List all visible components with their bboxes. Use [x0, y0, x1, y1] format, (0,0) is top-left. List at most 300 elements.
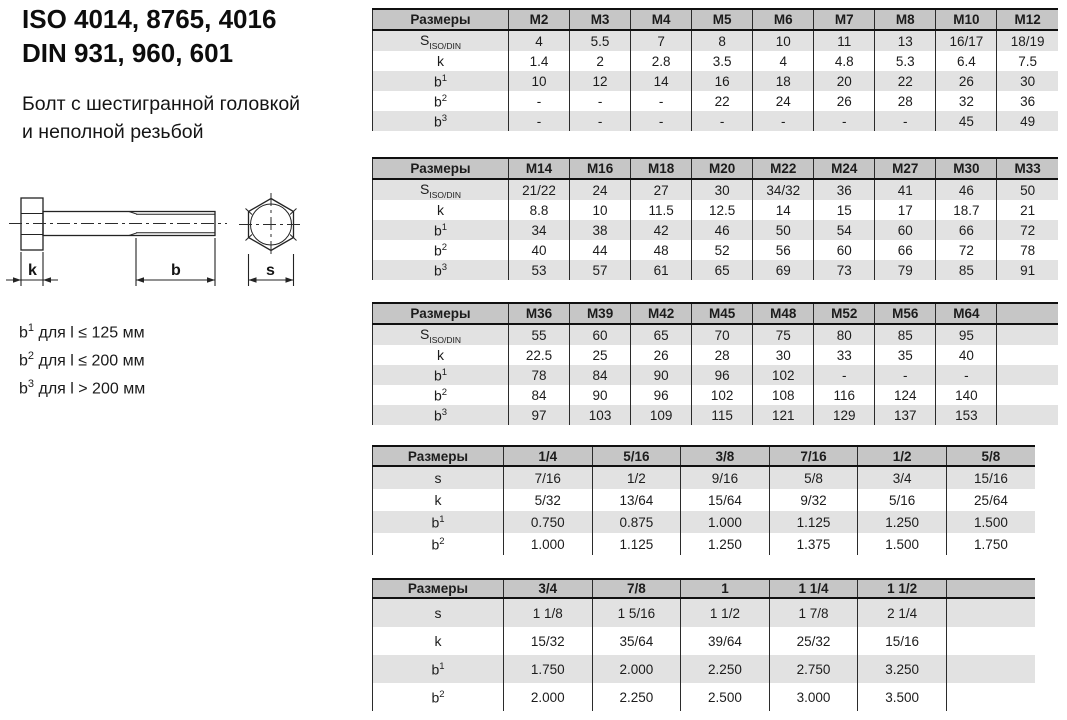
dimension-k: [6, 252, 58, 286]
value-cell: 65: [692, 260, 753, 280]
table-row: [373, 683, 1036, 711]
table-row: [373, 91, 1059, 111]
value-cell: 40: [509, 240, 570, 260]
value-cell: -: [692, 111, 753, 131]
table-row: [373, 365, 1059, 385]
value-cell: 35/64: [592, 627, 681, 655]
value-cell: 40: [936, 345, 997, 365]
value-cell: 78: [509, 365, 570, 385]
value-cell: 1 1/2: [681, 598, 770, 627]
value-cell: 12.5: [692, 200, 753, 220]
row-label: [373, 405, 509, 425]
row-label: [373, 385, 509, 405]
value-cell: 103: [570, 405, 631, 425]
note-base: b: [19, 324, 28, 342]
size-column-header: M39: [570, 303, 631, 324]
thread-length-notes: [19, 317, 145, 400]
size-column-header: 1: [681, 579, 770, 598]
value-cell: 85: [875, 324, 936, 345]
value-cell: 21/22: [509, 179, 570, 200]
value-cell: 85: [936, 260, 997, 280]
title-iso-line: ISO 4014, 8765, 4016: [22, 4, 277, 34]
value-cell: [946, 655, 1035, 683]
value-cell: 26: [936, 71, 997, 91]
bolt-drawing-svg: [3, 186, 333, 304]
row-label-base: S: [420, 31, 430, 48]
value-cell: 60: [814, 240, 875, 260]
value-cell: 1.125: [592, 533, 681, 555]
value-cell: 102: [753, 365, 814, 385]
table-row: [373, 71, 1059, 91]
value-cell: 5/32: [504, 489, 593, 511]
value-cell: 16: [692, 71, 753, 91]
value-cell: 1.000: [504, 533, 593, 555]
size-column-header: M45: [692, 303, 753, 324]
row-label-column-header: Размеры: [373, 158, 509, 179]
value-cell: 1.750: [946, 533, 1035, 555]
table-row: [373, 655, 1036, 683]
value-cell: 153: [936, 405, 997, 425]
arrowhead: [207, 277, 215, 282]
note-sup: 3: [27, 377, 35, 390]
row-label-superscript: 1: [439, 660, 445, 672]
row-label: [373, 51, 509, 71]
size-column-header: M7: [814, 9, 875, 30]
row-label: [373, 240, 509, 260]
document-title: [22, 2, 276, 70]
row-label-base: b: [431, 514, 440, 531]
row-label-subscript: ISO/DIN: [429, 334, 461, 345]
size-column-header: 1 1/4: [769, 579, 858, 598]
value-cell: 4: [753, 51, 814, 71]
value-cell: 1.4: [509, 51, 570, 71]
row-label: [373, 91, 509, 111]
value-cell: 38: [570, 220, 631, 240]
value-cell: [997, 385, 1058, 405]
row-label-superscript: 2: [441, 92, 448, 104]
size-column-header: 5/8: [946, 446, 1035, 466]
size-column-header: M24: [814, 158, 875, 179]
value-cell: 22: [875, 71, 936, 91]
size-column-header: 7/8: [592, 579, 681, 598]
value-cell: 2.250: [681, 655, 770, 683]
table-row: [373, 627, 1036, 655]
value-cell: 55: [509, 324, 570, 345]
size-column-header: M12: [997, 9, 1058, 30]
note-base: b: [19, 352, 28, 370]
row-label-base: k: [437, 53, 444, 69]
row-label-superscript: 2: [439, 688, 445, 700]
value-cell: 18/19: [997, 30, 1058, 51]
value-cell: 8: [692, 30, 753, 51]
value-cell: 11: [814, 30, 875, 51]
value-cell: 15/16: [858, 627, 947, 655]
size-column-header: M6: [753, 9, 814, 30]
value-cell: 50: [753, 220, 814, 240]
table-row: [373, 179, 1059, 200]
note-b1: [19, 317, 145, 345]
row-label: [373, 683, 504, 711]
row-label: [373, 655, 504, 683]
subtitle-line-2: и неполной резьбой: [22, 121, 204, 143]
row-label-base: S: [420, 180, 430, 197]
value-cell: 36: [997, 91, 1058, 111]
note-text: для l > 200 мм: [34, 379, 146, 397]
row-label: [373, 466, 504, 489]
row-label-base: k: [437, 202, 444, 218]
value-cell: -: [570, 111, 631, 131]
value-cell: 11.5: [631, 200, 692, 220]
size-column-header: [946, 579, 1035, 598]
table-row: [373, 240, 1059, 260]
value-cell: 4.8: [814, 51, 875, 71]
value-cell: 1 1/8: [504, 598, 593, 627]
row-label: [373, 489, 504, 511]
size-column-header: M10: [936, 9, 997, 30]
value-cell: 41: [875, 179, 936, 200]
value-cell: 1.125: [769, 511, 858, 533]
size-column-header: 3/4: [504, 579, 593, 598]
value-cell: 16/17: [936, 30, 997, 51]
row-label-superscript: 3: [441, 261, 448, 273]
row-label-subscript: ISO/DIN: [429, 189, 461, 200]
metric-table-m36-m64: [372, 302, 1058, 425]
row-label-base: b: [433, 113, 442, 130]
value-cell: 0.750: [504, 511, 593, 533]
value-cell: 28: [875, 91, 936, 111]
size-column-header: 3/8: [681, 446, 770, 466]
table-row: [373, 345, 1059, 365]
value-cell: 8.8: [509, 200, 570, 220]
value-cell: 121: [753, 405, 814, 425]
table-row: [373, 511, 1036, 533]
value-cell: 84: [509, 385, 570, 405]
value-cell: 90: [631, 365, 692, 385]
value-cell: 33: [814, 345, 875, 365]
size-column-header: M42: [631, 303, 692, 324]
size-column-header: M22: [753, 158, 814, 179]
row-label: [373, 220, 509, 240]
row-label: [373, 260, 509, 280]
size-column-header: M64: [936, 303, 997, 324]
value-cell: 24: [753, 91, 814, 111]
value-cell: [946, 683, 1035, 711]
value-cell: 115: [692, 405, 753, 425]
value-cell: 124: [875, 385, 936, 405]
row-label-base: b: [433, 407, 442, 424]
table-header-row: [373, 9, 1059, 30]
value-cell: 30: [692, 179, 753, 200]
dimension-b: [136, 238, 215, 286]
value-cell: 96: [631, 385, 692, 405]
value-cell: 60: [570, 324, 631, 345]
row-label-base: k: [434, 633, 442, 649]
value-cell: 3.250: [858, 655, 947, 683]
value-cell: -: [509, 111, 570, 131]
value-cell: 15/64: [681, 489, 770, 511]
row-label-base: b: [431, 536, 440, 553]
arrowhead: [286, 277, 294, 282]
arrowhead: [13, 277, 21, 282]
table-header-row: [373, 158, 1059, 179]
value-cell: 7.5: [997, 51, 1058, 71]
value-cell: 1.250: [681, 533, 770, 555]
row-label-base: s: [434, 470, 442, 486]
size-column-header: 7/16: [769, 446, 858, 466]
row-label-superscript: 2: [439, 535, 445, 547]
size-column-header: 1/4: [504, 446, 593, 466]
value-cell: 36: [814, 179, 875, 200]
value-cell: 5.3: [875, 51, 936, 71]
value-cell: 140: [936, 385, 997, 405]
size-column-header: M52: [814, 303, 875, 324]
value-cell: [997, 324, 1058, 345]
size-column-header: M14: [509, 158, 570, 179]
value-cell: 116: [814, 385, 875, 405]
table-row: [373, 220, 1059, 240]
value-cell: 20: [814, 71, 875, 91]
dimension-label-k: k: [28, 262, 37, 279]
value-cell: 0.875: [592, 511, 681, 533]
table-header-row: [373, 303, 1059, 324]
metric-table-m14-m33: [372, 157, 1058, 280]
row-label: [373, 324, 509, 345]
value-cell: 10: [753, 30, 814, 51]
value-cell: 2.8: [631, 51, 692, 71]
value-cell: 1/2: [592, 466, 681, 489]
value-cell: 45: [936, 111, 997, 131]
value-cell: 3.000: [769, 683, 858, 711]
value-cell: 9/16: [681, 466, 770, 489]
note-base: b: [19, 379, 28, 397]
value-cell: -: [814, 365, 875, 385]
value-cell: 72: [936, 240, 997, 260]
value-cell: -: [875, 111, 936, 131]
value-cell: [946, 627, 1035, 655]
row-label-base: b: [433, 242, 442, 259]
row-label-base: b: [431, 689, 440, 706]
value-cell: 9/32: [769, 489, 858, 511]
value-cell: 129: [814, 405, 875, 425]
row-label-column-header: Размеры: [373, 579, 504, 598]
value-cell: 25: [570, 345, 631, 365]
size-column-header: M4: [631, 9, 692, 30]
value-cell: 1.500: [946, 511, 1035, 533]
value-cell: -: [509, 91, 570, 111]
value-cell: 108: [753, 385, 814, 405]
table-row: [373, 533, 1036, 555]
row-label: [373, 598, 504, 627]
value-cell: 1.375: [769, 533, 858, 555]
value-cell: 1.000: [681, 511, 770, 533]
value-cell: 57: [570, 260, 631, 280]
size-column-header: M30: [936, 158, 997, 179]
value-cell: 54: [814, 220, 875, 240]
value-cell: 24: [570, 179, 631, 200]
value-cell: 95: [936, 324, 997, 345]
table-row: [373, 30, 1059, 51]
value-cell: [997, 405, 1058, 425]
value-cell: 25/64: [946, 489, 1035, 511]
value-cell: 12: [570, 71, 631, 91]
row-label-superscript: 3: [441, 406, 448, 418]
value-cell: -: [570, 91, 631, 111]
value-cell: 78: [997, 240, 1058, 260]
note-sup: 1: [27, 322, 35, 334]
value-cell: 49: [997, 111, 1058, 131]
value-cell: 7: [631, 30, 692, 51]
row-label: [373, 345, 509, 365]
size-column-header: M20: [692, 158, 753, 179]
value-cell: 79: [875, 260, 936, 280]
value-cell: 22: [692, 91, 753, 111]
value-cell: -: [631, 111, 692, 131]
note-text: для l ≤ 200 мм: [34, 352, 145, 370]
value-cell: 109: [631, 405, 692, 425]
value-cell: -: [631, 91, 692, 111]
metric-table-m2-m12: [372, 8, 1058, 131]
value-cell: 137: [875, 405, 936, 425]
value-cell: 17: [875, 200, 936, 220]
row-label-base: b: [431, 661, 440, 678]
row-label-base: b: [433, 73, 442, 90]
value-cell: 97: [509, 405, 570, 425]
table-row: [373, 51, 1059, 71]
table-row: [373, 598, 1036, 627]
value-cell: 61: [631, 260, 692, 280]
value-cell: 84: [570, 365, 631, 385]
value-cell: 65: [631, 324, 692, 345]
row-label: [373, 179, 509, 200]
row-label-base: S: [420, 325, 430, 342]
row-label: [373, 627, 504, 655]
table-row: [373, 385, 1059, 405]
value-cell: 15/16: [946, 466, 1035, 489]
row-label-column-header: Размеры: [373, 9, 509, 30]
size-column-header: M27: [875, 158, 936, 179]
arrowhead: [249, 277, 257, 282]
arrowhead: [136, 277, 144, 282]
bolt-side-view: [9, 198, 227, 250]
value-cell: 69: [753, 260, 814, 280]
value-cell: 53: [509, 260, 570, 280]
row-label: [373, 511, 504, 533]
row-label-base: b: [433, 387, 442, 404]
value-cell: 3.500: [858, 683, 947, 711]
value-cell: 72: [997, 220, 1058, 240]
table-row: [373, 260, 1059, 280]
title-din-line: DIN 931, 960, 601: [22, 38, 234, 68]
row-label: [373, 111, 509, 131]
value-cell: 5.5: [570, 30, 631, 51]
table-row: [373, 466, 1036, 489]
value-cell: 13: [875, 30, 936, 51]
size-column-header: M8: [875, 9, 936, 30]
value-cell: 15/32: [504, 627, 593, 655]
value-cell: 50: [997, 179, 1058, 200]
size-column-header: M18: [631, 158, 692, 179]
value-cell: 26: [631, 345, 692, 365]
size-column-header: M5: [692, 9, 753, 30]
row-label-base: b: [433, 222, 442, 239]
size-column-header: M48: [753, 303, 814, 324]
row-label-base: k: [434, 492, 442, 508]
value-cell: 48: [631, 240, 692, 260]
value-cell: [997, 365, 1058, 385]
value-cell: 5/8: [769, 466, 858, 489]
value-cell: [997, 345, 1058, 365]
value-cell: 2 1/4: [858, 598, 947, 627]
value-cell: 26: [814, 91, 875, 111]
value-cell: 90: [570, 385, 631, 405]
imperial-table-threequarters-oneandhalf: [372, 578, 1035, 711]
value-cell: 3.5: [692, 51, 753, 71]
note-sup: 2: [27, 349, 35, 362]
value-cell: 25/32: [769, 627, 858, 655]
bolt-end-view: [239, 193, 303, 256]
row-label-base: b: [433, 93, 442, 110]
value-cell: 66: [875, 240, 936, 260]
value-cell: 18: [753, 71, 814, 91]
value-cell: 60: [875, 220, 936, 240]
table-row: [373, 324, 1059, 345]
row-label: [373, 365, 509, 385]
value-cell: 14: [753, 200, 814, 220]
value-cell: 34/32: [753, 179, 814, 200]
value-cell: 46: [936, 179, 997, 200]
row-label-superscript: 2: [441, 386, 448, 398]
value-cell: 4: [509, 30, 570, 51]
value-cell: [946, 598, 1035, 627]
row-label-superscript: 1: [441, 221, 448, 233]
dimension-label-s: s: [266, 262, 275, 279]
row-label: [373, 533, 504, 555]
document-subtitle: [22, 90, 300, 146]
row-label-column-header: Размеры: [373, 446, 504, 466]
value-cell: 1.250: [858, 511, 947, 533]
value-cell: 2: [570, 51, 631, 71]
row-label-superscript: 1: [439, 513, 445, 525]
size-column-header: M33: [997, 158, 1058, 179]
row-label-base: s: [434, 605, 442, 621]
value-cell: 2.500: [681, 683, 770, 711]
row-label-column-header: Размеры: [373, 303, 509, 324]
value-cell: 28: [692, 345, 753, 365]
size-column-header: M16: [570, 158, 631, 179]
value-cell: 27: [631, 179, 692, 200]
value-cell: 21: [997, 200, 1058, 220]
size-column-header: 1/2: [858, 446, 947, 466]
table-header-row: [373, 579, 1036, 598]
dimension-label-b: b: [171, 262, 181, 279]
size-column-header: M2: [509, 9, 570, 30]
note-b2: [19, 345, 145, 373]
value-cell: 13/64: [592, 489, 681, 511]
size-column-header: M36: [509, 303, 570, 324]
value-cell: 6.4: [936, 51, 997, 71]
row-label-base: b: [433, 262, 442, 279]
size-column-header: 5/16: [592, 446, 681, 466]
table-row: [373, 405, 1059, 425]
value-cell: 22.5: [509, 345, 570, 365]
value-cell: 18.7: [936, 200, 997, 220]
note-text: для l ≤ 125 мм: [34, 324, 145, 342]
row-label-superscript: 3: [441, 112, 448, 124]
row-label-subscript: ISO/DIN: [429, 40, 461, 51]
value-cell: 52: [692, 240, 753, 260]
row-label: [373, 200, 509, 220]
value-cell: 96: [692, 365, 753, 385]
